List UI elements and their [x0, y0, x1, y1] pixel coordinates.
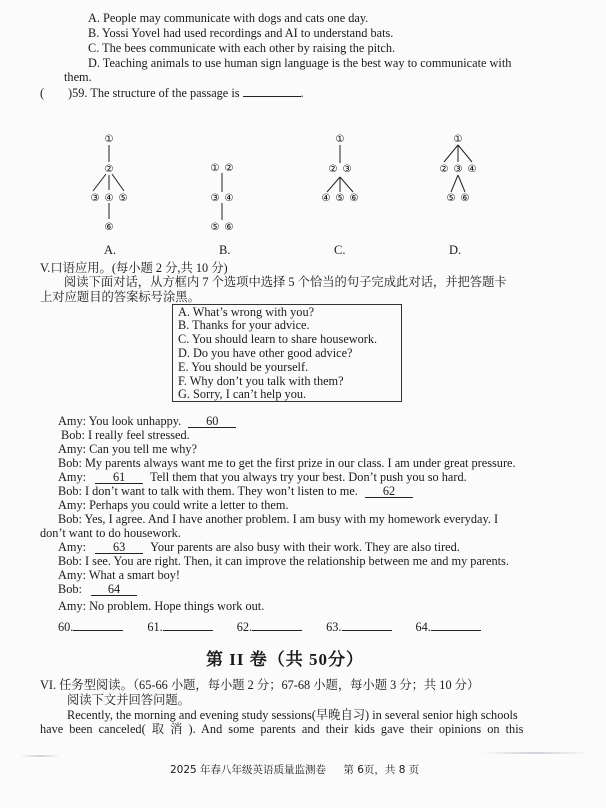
answer-blank-61[interactable] [163, 630, 213, 631]
node-2: ② [328, 164, 338, 175]
node-6: ⑥ [349, 193, 359, 204]
node-4: ④ [104, 193, 114, 204]
dialogue-speaker: Bob: [58, 582, 82, 596]
node-2: ② [104, 164, 114, 175]
part2-title: 第 II 卷（共 50分） [206, 650, 364, 669]
section6-heading: VI. 任务型阅读。（65-66 小题，每小题 2 分；67-68 小题，每小题 3 分；共 10 分） [40, 678, 480, 692]
structure-diagrams [60, 125, 530, 235]
dialogue-line-8b: don’t want to do housework. [40, 526, 181, 540]
node-5: ⑤ [210, 222, 220, 233]
dialogue-line-1 [58, 414, 236, 429]
q58-option-d-cont: them. [64, 70, 92, 84]
answer-blank-60[interactable] [73, 630, 123, 631]
node-3: ③ [453, 164, 463, 175]
dialogue-line-10: Bob: I see. You are right. Then, it can improve the relationship between me and my parents. [58, 554, 509, 568]
box-option-b: B. Thanks for your advice. [178, 318, 310, 332]
section5-instruction-1: 阅读下面对话，从方框内 7 个选项中选择 5 个恰当的句子完成此对话，并把答题卡 [64, 275, 507, 289]
node-4: ④ [224, 193, 234, 204]
answer-label-61: 61. [147, 620, 163, 634]
diagram-c [322, 134, 359, 204]
dialogue-text: Amy: You look unhappy. [58, 414, 182, 428]
dialogue-line-2: Bob: I really feel stressed. [61, 428, 190, 442]
node-2: ② [224, 163, 234, 174]
node-5: ⑤ [118, 193, 128, 204]
q58-option-c: C. The bees communicate with each other by raising the pitch. [88, 41, 396, 55]
node-5: ⑤ [335, 193, 345, 204]
answer-label-63: 63. [326, 620, 342, 634]
passage-line-1: Recently, the morning and evening study sessions(早晚自习) in several senior high schools [67, 708, 518, 722]
dialogue-line-6 [58, 484, 413, 499]
answer-blank-63[interactable] [342, 630, 392, 631]
node-5: ⑤ [446, 193, 456, 204]
node-3: ③ [342, 164, 352, 175]
diagram-label-c: C. [334, 243, 346, 257]
node-3: ③ [90, 193, 100, 204]
q58-option-d: D. Teaching animals to use human sign language is the best way to communicate with [88, 56, 512, 70]
box-option-c: C. You should learn to share housework. [178, 332, 378, 346]
scan-mark [20, 755, 60, 757]
dialogue-line-7: Amy: Perhaps you could write a letter to them. [58, 498, 289, 512]
box-option-d: D. Do you have other good advice? [178, 346, 353, 360]
dialogue-text: Your parents are also busy with their work. They are also tired. [150, 540, 460, 554]
dialogue-line-9 [58, 540, 460, 555]
node-6: ⑥ [224, 222, 234, 233]
node-1: ① [453, 134, 463, 145]
q59-stem [68, 86, 304, 100]
passage-line-2: have been canceled( 取 消 ). And some parents and their kids gave their opinions on this [40, 722, 524, 736]
blank-64[interactable]: 64 [91, 583, 137, 596]
node-1: ① [104, 134, 114, 145]
dialogue-line-5 [58, 470, 467, 485]
footer [170, 762, 419, 777]
dialogue-line-12 [58, 582, 137, 597]
section6-instruction: 阅读下文并回答问题。 [67, 693, 190, 707]
node-1: ① [210, 163, 220, 174]
q58-option-b: B. Yossi Yovel had used recordings and AI to understand bats. [88, 26, 394, 40]
node-2: ② [439, 164, 449, 175]
options-box [172, 304, 402, 402]
blank-63[interactable]: 63 [95, 541, 143, 554]
node-3: ③ [210, 193, 220, 204]
footer-exam-title: 2025 年春八年级英语质量监测卷 [170, 764, 327, 776]
box-option-g: G. Sorry, I can’t help you. [178, 387, 307, 401]
dialogue-line-11: Amy: What a smart boy! [58, 568, 181, 582]
node-4: ④ [321, 193, 331, 204]
node-1: ① [335, 134, 345, 145]
q59-answer-blank[interactable] [243, 96, 301, 97]
answer-blank-64[interactable] [431, 630, 481, 631]
diagram-d [440, 134, 477, 204]
dialogue-line-4: Bob: My parents always want me to get the first prize in our class. I am under great pressure. [58, 456, 516, 470]
dialogue-speaker: Amy: [58, 540, 87, 554]
q58-option-a: A. People may communicate with dogs and cats one day. [88, 11, 369, 25]
q59-stem-text: )59. The structure of the passage is [68, 86, 240, 100]
answer-row [58, 620, 481, 635]
q59-answer-paren: ( [40, 86, 45, 100]
box-option-a: A. What’s wrong with you? [178, 305, 315, 319]
node-6: ⑥ [104, 222, 114, 233]
blank-62[interactable]: 62 [365, 485, 413, 498]
answer-label-64: 64. [415, 620, 431, 634]
diagram-label-b: B. [219, 243, 231, 257]
diagram-label-a: A. [104, 243, 117, 257]
diagram-label-d: D. [449, 243, 462, 257]
box-option-f: F. Why don’t you talk with them? [178, 374, 344, 388]
section5-instruction-2: 上对应题目的答案标号涂黑。 [40, 290, 200, 304]
dialogue-line-13: Amy: No problem. Hope things work out. [58, 599, 265, 613]
scan-mark [480, 752, 590, 754]
dialogue-line-3: Amy: Can you tell me why? [58, 442, 198, 456]
q59-period: . [300, 86, 304, 100]
node-4: ④ [467, 164, 477, 175]
dialogue-text: Bob: I don’t want to talk with them. They won’t listen to me. [58, 484, 358, 498]
answer-blank-62[interactable] [252, 630, 302, 631]
blank-60[interactable]: 60 [188, 415, 236, 428]
node-6: ⑥ [460, 193, 470, 204]
blank-61[interactable]: 61 [95, 471, 143, 484]
box-option-e: E. You should be yourself. [178, 360, 309, 374]
footer-page-number: 第 6页，共 8 页 [343, 764, 420, 776]
answer-label-62: 62. [236, 620, 253, 634]
dialogue-line-8a: Bob: Yes, I agree. And I have another problem. I am busy with my homework everyday. I [58, 512, 499, 526]
dialogue-text: Tell them that you always try your best. Don’t push you so hard. [150, 470, 467, 484]
dialogue-speaker: Amy: [58, 470, 87, 484]
answer-label-60: 60. [58, 620, 74, 634]
section5-heading: V.口语应用。(每小题 2 分,共 10 分) [40, 261, 228, 275]
